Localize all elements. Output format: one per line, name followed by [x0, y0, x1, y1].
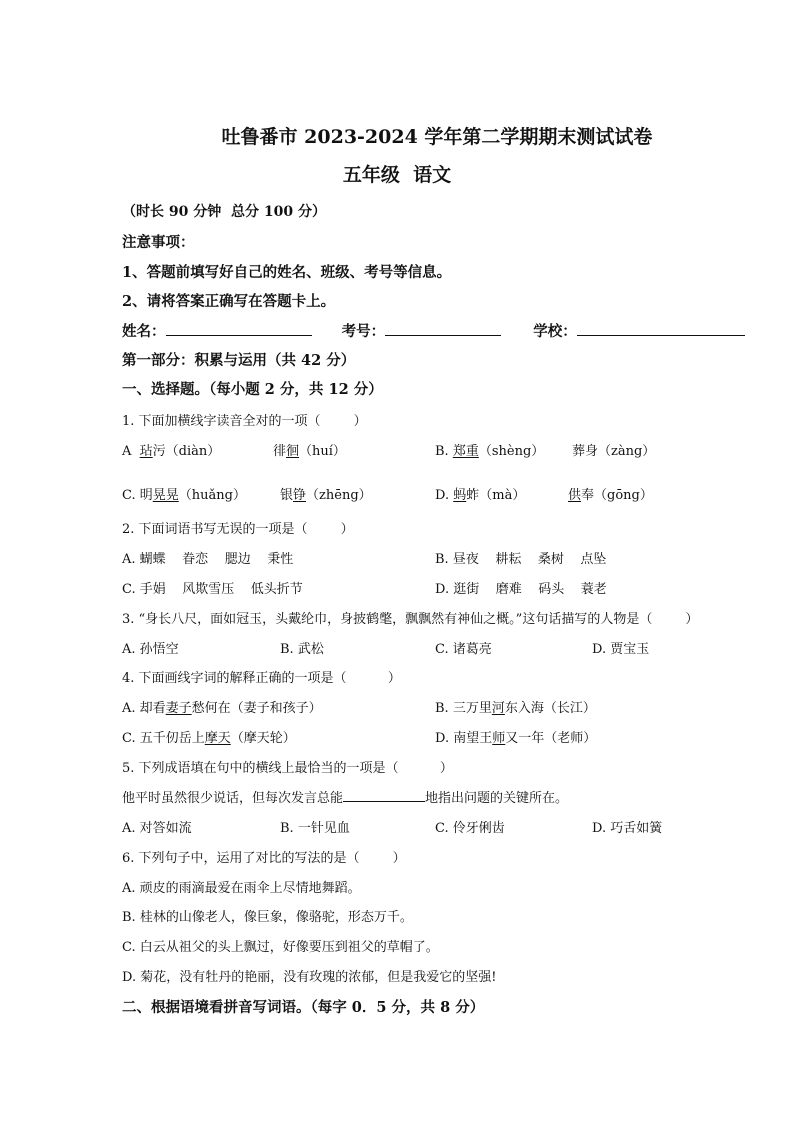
q1-a2-underlined: 徊: [286, 444, 300, 459]
q4-option-d: D. 南望王师又一年（老师）: [435, 731, 597, 746]
q6-option-b: B. 桂林的山像老人，像巨象，像骆驼，形态万千。: [122, 910, 413, 925]
q1-d1-underlined: 蚂: [453, 488, 467, 503]
q1-b1-underlined: 郑重: [452, 444, 479, 459]
section1-heading: 一、选择题。（每小题 2 分，共 12 分）: [122, 381, 383, 398]
exam-title: 吐鲁番市 2023-2024 学年第二学期期末测试试卷: [221, 126, 653, 148]
q4-option-b: B. 三万里河东入海（长江）: [435, 701, 596, 716]
q1-option-c: C. 明晃晃（huǎng）: [122, 488, 246, 503]
q3-option-b: B. 武松: [280, 642, 324, 657]
q5-option-a: A. 对答如流: [122, 821, 192, 836]
q4-option-a: A. 却看妻子愁何在（妻子和孩子）: [122, 701, 322, 716]
q2-option-d: D. 逛街 磨难 码头 蓑老: [435, 582, 607, 597]
name-blank[interactable]: [166, 321, 312, 336]
notice-item-2: 2、请将答案正确写在答题卡上。: [122, 293, 336, 310]
q1-option-b: B. 郑重（shèng）: [435, 444, 545, 459]
q5-fill-blank[interactable]: [343, 787, 425, 802]
q2-option-b: B. 昼夜 耕耘 桑树 点坠: [435, 552, 607, 567]
q1-c1-underlined: 晃晃: [152, 488, 179, 503]
q1-stem: 1. 下面加横线字读音全对的一项（ ）: [122, 414, 367, 429]
info-row: [122, 320, 745, 341]
name-label: 姓名：: [122, 323, 166, 340]
q1-a1-underlined: 玷: [139, 444, 153, 459]
notice-heading: 注意事项：: [122, 234, 195, 251]
q6-option-d: D. 菊花，没有牡丹的艳丽，没有玫瑰的浓郁，但是我爱它的坚强!: [122, 970, 497, 985]
q1-option-a: A 玷污（diàn）: [122, 444, 221, 459]
q5-stem: 5. 下列成语填在句中的横线上最恰当的一项是（ ）: [122, 761, 453, 776]
exam-duration: （时长 90 分钟 总分 100 分）: [122, 204, 326, 220]
school-label: 学校：: [533, 323, 577, 340]
notice-item-1: 1、答题前填写好自己的姓名、班级、考号等信息。: [122, 264, 452, 281]
q3-option-a: A. 孙悟空: [122, 642, 179, 657]
part1-heading: 第一部分：积累与运用（共 42 分）: [122, 352, 356, 369]
q4-b-underlined: 河: [491, 701, 505, 716]
section2-heading: 二、根据语境看拼音写词语。（每字 0．5 分，共 8 分）: [122, 999, 485, 1016]
q4-c-underlined: 摩天: [204, 731, 231, 746]
q6-option-c: C. 白云从祖父的头上飘过，好像要压到祖父的草帽了。: [122, 940, 439, 955]
q5-option-b: B. 一针见血: [280, 821, 350, 836]
q6-option-a: A. 顽皮的雨滴最爱在雨伞上尽情地舞蹈。: [122, 881, 361, 896]
q4-a-underlined: 妻子: [165, 701, 192, 716]
q3-option-d: D. 贾宝玉: [592, 642, 650, 657]
q3-stem: 3. “身长八尺，面如冠玉，头戴纶巾，身披鹤氅，飘飘然有神仙之概。”这句话描写的人物是（ ）: [122, 612, 699, 627]
exam-subtitle: 五年级 语文: [342, 164, 452, 186]
q3-option-c: C. 诸葛亮: [435, 642, 492, 657]
q5-sentence: 他平时虽然很少说话，但每次发言总能 地指出问题的关键所在。: [122, 787, 568, 806]
q2-stem: 2. 下面词语书写无误的一项是（ ）: [122, 522, 354, 537]
q1-c2-underlined: 铮: [293, 488, 307, 503]
q5-option-d: D. 巧舌如簧: [592, 821, 663, 836]
q4-d-underlined: 师: [492, 731, 506, 746]
exam-no-label: 考号：: [341, 323, 386, 340]
exam-no-blank[interactable]: [385, 321, 501, 336]
school-blank[interactable]: [577, 321, 745, 336]
q1-option-c2: 银铮（zhēng）: [280, 488, 372, 503]
q1-option-d: D. 蚂蚱（mà）: [435, 488, 526, 503]
q1-d2-underlined: 供: [568, 488, 582, 503]
q4-stem: 4. 下面画线字词的解释正确的一项是（ ）: [122, 671, 401, 686]
q5-option-c: C. 伶牙俐齿: [435, 821, 505, 836]
q6-stem: 6. 下列句子中，运用了对比的写法的是（ ）: [122, 851, 406, 866]
q4-option-c: C. 五千仞岳上摩天（摩天轮）: [122, 731, 296, 746]
q1-option-d2: 供奉（gōng）: [568, 488, 653, 503]
q1-option-a2: 徘徊（huí）: [273, 444, 346, 459]
q2-option-a: A. 蝴蝶 眷恋 腮边 秉性: [122, 552, 294, 567]
q1-option-b2: 葬身（zàng）: [572, 444, 656, 459]
q2-option-c: C. 手娟 风欺雪压 低头折节: [122, 582, 303, 597]
